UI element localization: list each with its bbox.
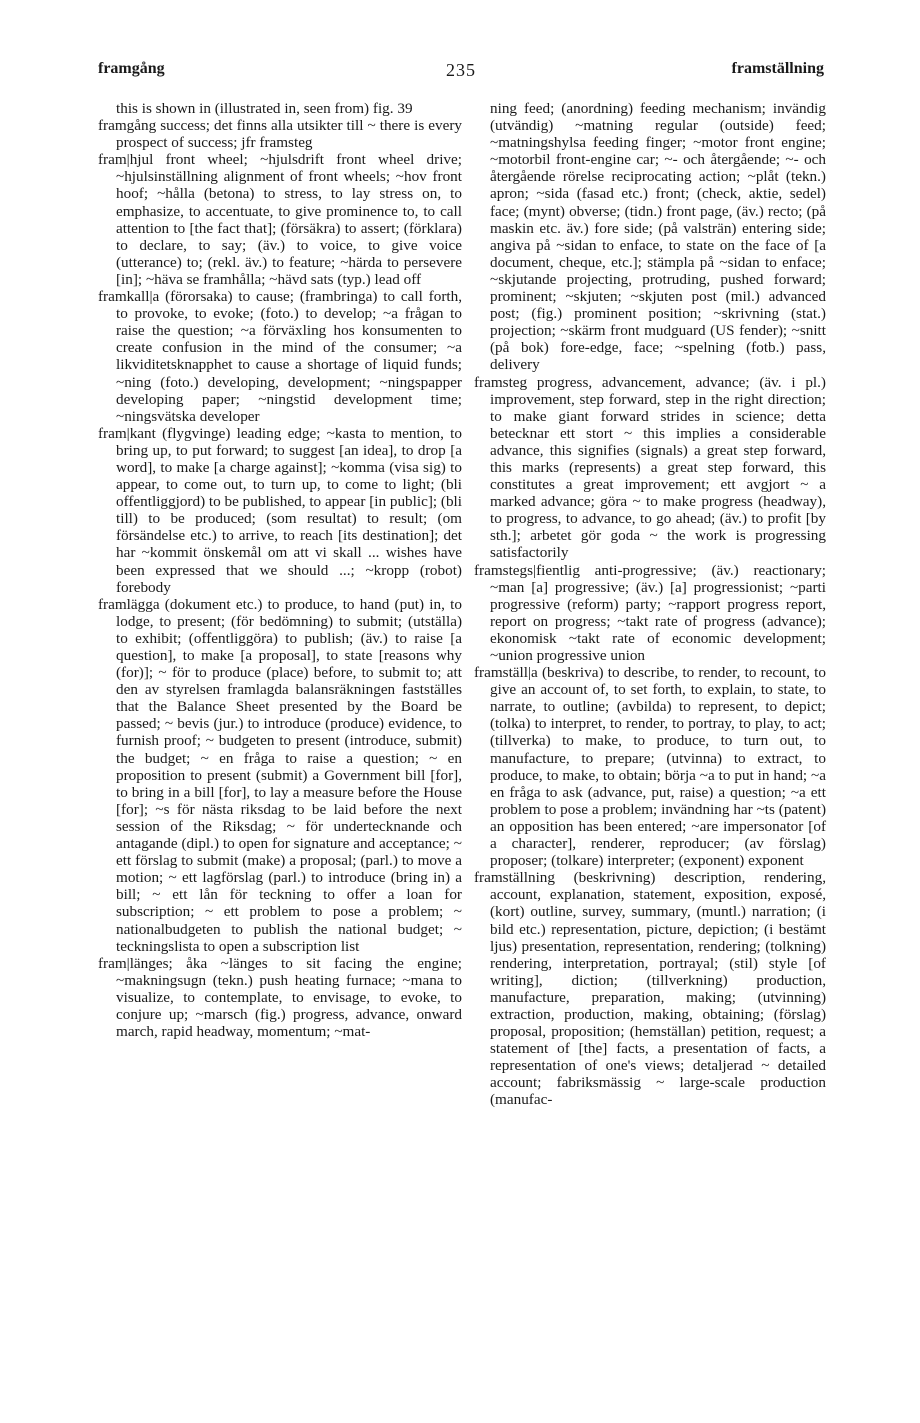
right-guide-word: framställning: [731, 60, 824, 77]
entry-continuation: this is shown in (illustrated in, seen from) fig. 39: [116, 100, 413, 117]
entry-continuation: ning feed; (anordning) feeding mechanism; invändig (utvändig) ~matning regular (outside) feed; ~matningshylsa feeding finger; ~motor front engine; ~motorbil front-engine car; ~- och återgående; ~- och återgående rörelse reciprocating action; ~plåt (tekn.) apron; ~sida (fasad etc.) front; (check, aktie, sedel) face; (mynt) obverse; (tidn.) front page, (äv.) recto; (på maskin etc. äv.) fore side; (på valsträn) entering side; angiva på ~sidan to enface, to state on the face of [a document, cheque, etc.]; stämpla på ~sidan to enface; ~skjutande projecting, protruding, pushed forward; prominent; ~skjuten; ~skjuten post (mil.) advanced post; (fig.) prominent position; ~skrivning (stat.) projection; ~skärm front mudguard (US fender); ~snitt (på bok) fore-edge, face; ~spelning (fotb.) pass, delivery: [490, 100, 826, 374]
left-column: [98, 100, 462, 1040]
page-header: [98, 60, 824, 84]
entry-framstalla: framställ|a (beskriva) to describe, to render, to recount, to give an account of, to set forth, to explain, to state, to narrate, to outline; (avbilda) to represent, to depict; (tolka) to interpret, to render, to portray, to play, to act; (tillverka) to make, to produce, to turn out, to manufacture, to prepare; (utvinna) to extract, to produce, to make, to obtain; börja ~a to put in hand; ~a en fråga to ask (advance, put, raise) a question; ~a ett problem to pose a problem; invändning har ~ts (patent) an opposition has been entered; ~are impersonator [of a character], renderer, reproducer; (av förslag) proposer; (tolkare) interpreter; (exponent) exponent: [474, 664, 826, 870]
entry-framstallning: framställning (beskrivning) description, rendering, account, explanation, statement, exposition, exposé, (kort) outline, survey, summary, (muntl.) narration; (i bild etc.) representation, picture, depiction; (i bestämt ljus) presentation, representation, rendering; (tolkning) rendering, interpretation, portrayal; (stil) style [of writing], diction; (tillverkning) production, manufacture, preparation, making; (utvinning) extraction, production, making, obtaining; (förslag) proposal, proposition; (hemställan) petition, request; a statement of [the] facts, a presentation of facts, a representation of one's views; detaljerad ~ detailed account; fabriksmässig ~ large-scale production (manufac-: [474, 869, 826, 1109]
entry-framstegsfientlig: framstegs|fientlig anti-progressive; (äv.) reactionary; ~man [a] progressive; (äv.) [a] progressionist; ~parti progressive (reform) party; ~rapport progress report, report on progress; ~takt rate of progress (advance); ekonomisk ~takt rate of economic development; ~union progressive union: [474, 561, 826, 664]
left-guide-word: framgång: [98, 60, 165, 77]
entry-framgang: framgång success; det finns alla utsikter till ~ there is every prospect of success; jfr framsteg: [98, 117, 462, 152]
entry-framlanges: fram|länges; åka ~länges to sit facing the engine; ~makningsugn (tekn.) push heating furnace; ~mana to visualize, to contemplate, to envisage, to evoke, to conjure up; ~marsch (fig.) progress, advance, onward march, rapid headway, momentum; ~mat-: [98, 954, 462, 1041]
entry-framhjul: fram|hjul front wheel; ~hjulsdrift front wheel drive; ~hjulsinställning alignment of front wheels; ~hov front hoof; ~hålla (betona) to stress, to lay stress on, to emphasize, to accentuate, to give prominence to, to call attention to [the fact that]; (försäkra) to assert; (förklara) to declare, to say; (äv.) to voice, to give voice (utterance) to; (rekl. äv.) to feature; ~härda to persevere [in]; ~häva se framhålla; ~hävd sats (typ.) lead off: [98, 151, 462, 288]
entry-framlagga: framlägga (dokument etc.) to produce, to hand (put) in, to lodge, to present; (för bedömning) to submit; (utställa) to exhibit; (offentliggöra) to publish; (äv.) to raise [a question], to make [a proposal], to state [reasons why (for)]; ~ för to produce (place) before, to submit to; att den av styrelsen framlagda balansräkningen fastställes that the Balance Sheet presented by the Board be passed; ~ bevis (jur.) to introduce (produce) evidence, to furnish proof; ~ budgeten to present (introduce, submit) the budget; ~ en fråga to raise a question; ~ en proposition to present (submit) a Government bill [for], to bring in a bill [for], to lay a measure before the House [for]; ~s för nästa riksdag to be laid before the next session of the Riksdag; ~ för undertecknande och antagande (dipl.) to open for signature and acceptance; ~ ett förslag to submit (make) a proposal; (parl.) to move a motion; ~ ett lagförslag (parl.) to introduce (bring in) a bill; ~ ett lån för teckning to offer a loan for subscription; ~ ett problem to pose a problem; ~ nationalbudgeten to publish the national budget; ~ teckningslista to open a subscription list: [98, 595, 462, 955]
entry-framsteg: framsteg progress, advancement, advance; (äv. i pl.) improvement, step forward, step in the right direction; to make giant forward strides in science; detta betecknar ett stort ~ this implies a considerable advance, this signifies (signals) a great step forward, this marks (represents) a great step forward, this constitutes a great improvement; ett avgjort ~ a marked advance; göra ~ to make progress (headway), to progress, to advance, to go ahead; (äv.) to profit [by sth.]; arbetet gör goda ~ the work is progressing satisfactorily: [474, 373, 826, 562]
right-column: [474, 100, 826, 1109]
entry-framkant: fram|kant (flygvinge) leading edge; ~kasta to mention, to bring up, to put forward; to suggest [an idea], to drop [a word], to make [a charge against]; ~komma (visa sig) to appear, to come out, to turn up, to come to light; (bli offentliggjord) to be published, to appear [in public]; (bli till) to be produced; (som resultat) to result; (om försändelse etc.) to arrive, to reach [its destination]; det har ~kommit önskemål om att vi skall ... wishes have been expressed that we should ...; ~kropp (robot) forebody: [98, 424, 462, 596]
page-number: 235: [446, 60, 476, 80]
entry-framkalla: framkall|a (förorsaka) to cause; (frambringa) to call forth, to provoke, to evoke; (foto.) to develop; ~a frågan to raise the question; ~a förväxling hos konsumenten to create confusion in the mind of the consumer; ~a likviditetsknapphet to cause a shortage of liquid funds; ~ning (foto.) developing, development; ~ningspapper developing paper; ~ningstid development time; ~ningsvätska developer: [98, 288, 462, 425]
